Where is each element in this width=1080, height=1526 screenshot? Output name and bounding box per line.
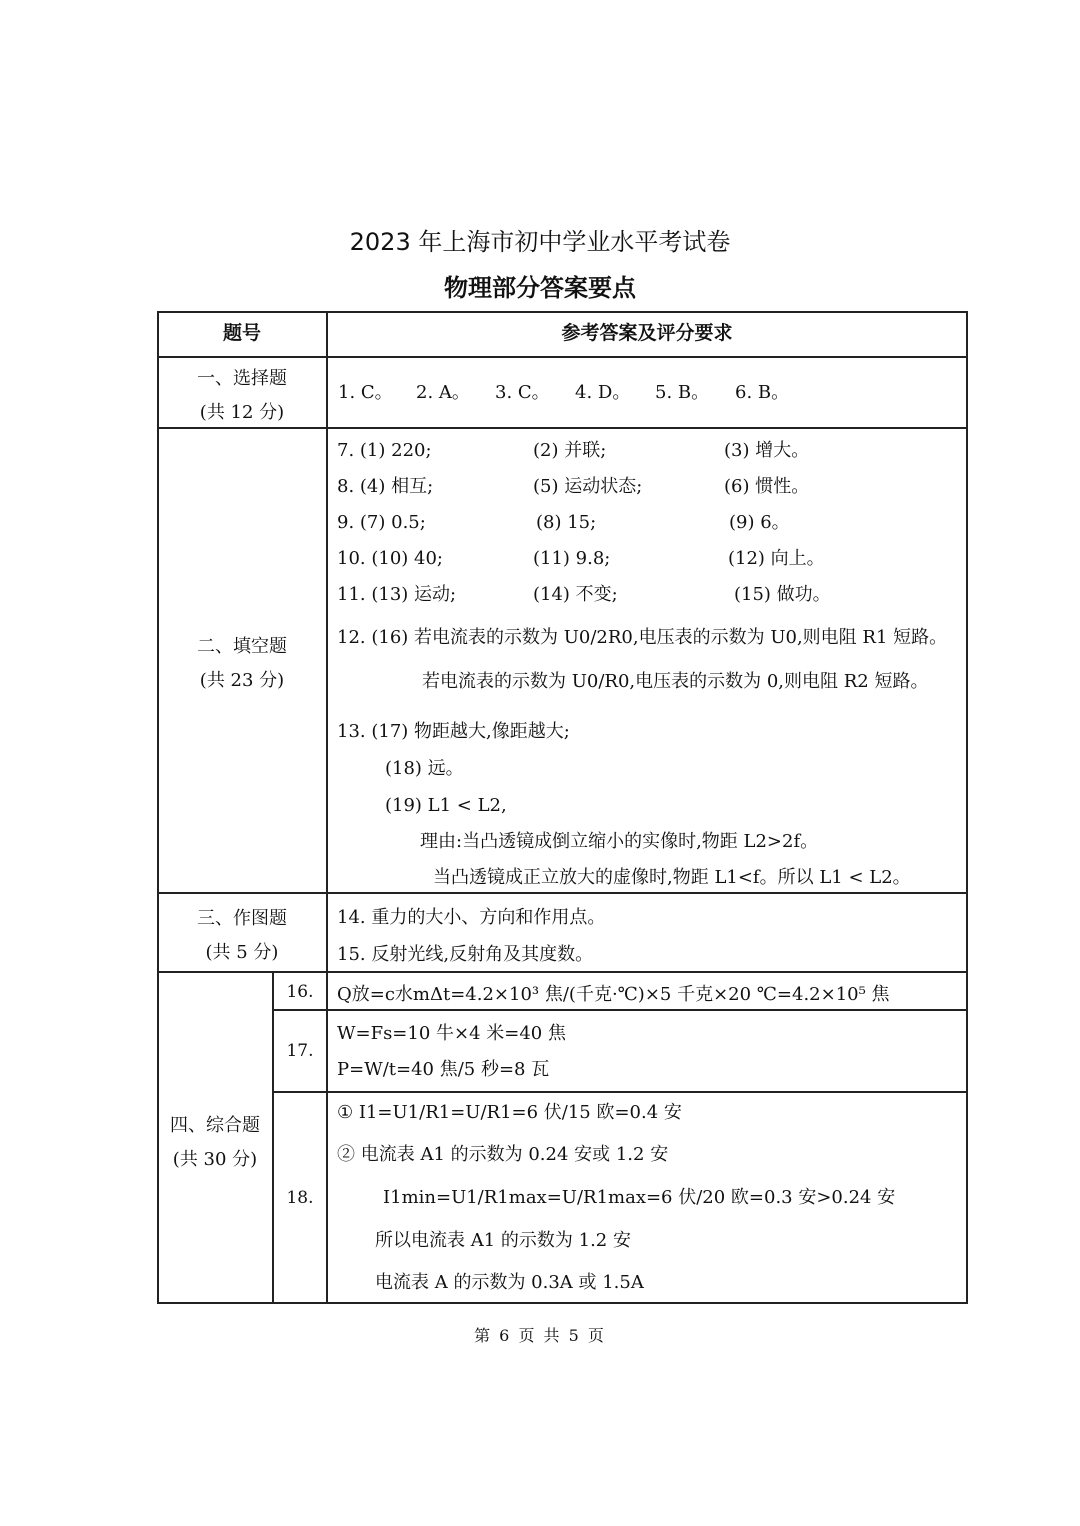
section-score: (共 23 分) [199,670,285,691]
fill-answer: (5) 运动状态; [533,476,643,497]
section-name: 一、选择题 [197,368,287,389]
page-subtitle: 物理部分答案要点 [444,274,636,302]
choice-answer: 5. B。 [655,382,710,403]
q13-line: 理由:当凸透镜成倒立缩小的实像时,物距 L2>2f。 [420,831,819,852]
answer-table [157,311,968,1304]
q12-line: 若电流表的示数为 U0/R0,电压表的示数为 0,则电阻 R2 短路。 [422,671,929,692]
section-score: (共 30 分) [172,1149,258,1170]
row-divider [157,892,968,894]
choice-answer: 2. A。 [416,382,470,403]
q13-line: 当凸透镜成正立放大的虚像时,物距 L1<f。所以 L1 < L2。 [433,867,911,888]
column-divider [326,971,328,1304]
q18-line: ② 电流表 A1 的示数为 0.24 安或 1.2 安 [337,1144,669,1165]
fill-answer: (12) 向上。 [728,548,825,569]
question-number: 18. [286,1188,314,1208]
row-divider [157,356,968,358]
q13-line: (19) L1 < L2, [385,795,507,816]
question-number: 17. [286,1041,314,1061]
section-name: 二、填空题 [197,636,287,657]
fill-answer: (2) 并联; [533,440,607,461]
fill-answer: (11) 9.8; [533,548,611,569]
drawing-answer: 15. 反射光线,反射角及其度数。 [337,944,594,965]
q18-line: 所以电流表 A1 的示数为 1.2 安 [375,1230,631,1251]
choice-answer: 1. C。 [338,382,393,403]
row-divider [157,971,968,973]
fill-answer: 10. (10) 40; [337,548,443,569]
fill-answer: (8) 15; [536,512,597,533]
q17-line: W=Fs=10 牛×4 米=40 焦 [337,1023,566,1044]
section-name: 四、综合题 [170,1115,260,1136]
fill-answer: (14) 不变; [533,584,618,605]
page-footer: 第 6 页 共 5 页 [474,1326,606,1345]
fill-answer: 9. (7) 0.5; [337,512,426,533]
table-border-bottom [157,1302,968,1304]
header-answer: 参考答案及评分要求 [561,322,733,344]
fill-answer: (3) 增大。 [724,440,810,461]
q18-line: I1min=U1/R1max=U/R1max=6 伏/20 欧=0.3 安>0.24 安 [383,1187,896,1208]
q18-line: ① I1=U1/R1=U/R1=6 伏/15 欧=0.4 安 [337,1102,682,1123]
header-question-number: 题号 [222,322,261,344]
choice-answer: 6. B。 [735,382,790,403]
fill-answer: (6) 惯性。 [724,476,810,497]
q16-formula: Q放=c水mΔt=4.2×10³ 焦/(千克·℃)×5 千克×20 ℃=4.2×10⁵ 焦 [337,984,890,1005]
choice-answer: 4. D。 [575,382,631,403]
row-divider [272,1009,968,1011]
fill-answer: 11. (13) 运动; [337,584,457,605]
row-divider [272,1091,968,1093]
q13-line: (18) 远。 [385,758,464,779]
fill-answer: 7. (1) 220; [337,440,432,461]
table-border-right [966,311,968,1304]
section-score: (共 5 分) [205,942,279,963]
fill-answer: 8. (4) 相互; [337,476,434,497]
section-name: 三、作图题 [197,908,287,929]
drawing-answer: 14. 重力的大小、方向和作用点。 [337,907,606,928]
page-title: 2023 年上海市初中学业水平考试卷 [349,228,731,256]
q18-line: 电流表 A 的示数为 0.3A 或 1.5A [375,1272,644,1293]
table-border-top [157,311,968,313]
q13-line: 13. (17) 物距越大,像距越大; [337,721,570,742]
row-divider [157,427,968,429]
q12-line: 12. (16) 若电流表的示数为 U0/2R0,电压表的示数为 U0,则电阻 R1 短路。 [337,627,948,648]
question-number: 16. [286,982,314,1002]
section-score: (共 12 分) [199,402,285,423]
fill-answer: (15) 做功。 [734,584,831,605]
column-divider [272,971,274,1304]
fill-answer: (9) 6。 [729,512,790,533]
choice-answer: 3. C。 [495,382,550,403]
q17-line: P=W/t=40 焦/5 秒=8 瓦 [337,1059,550,1080]
